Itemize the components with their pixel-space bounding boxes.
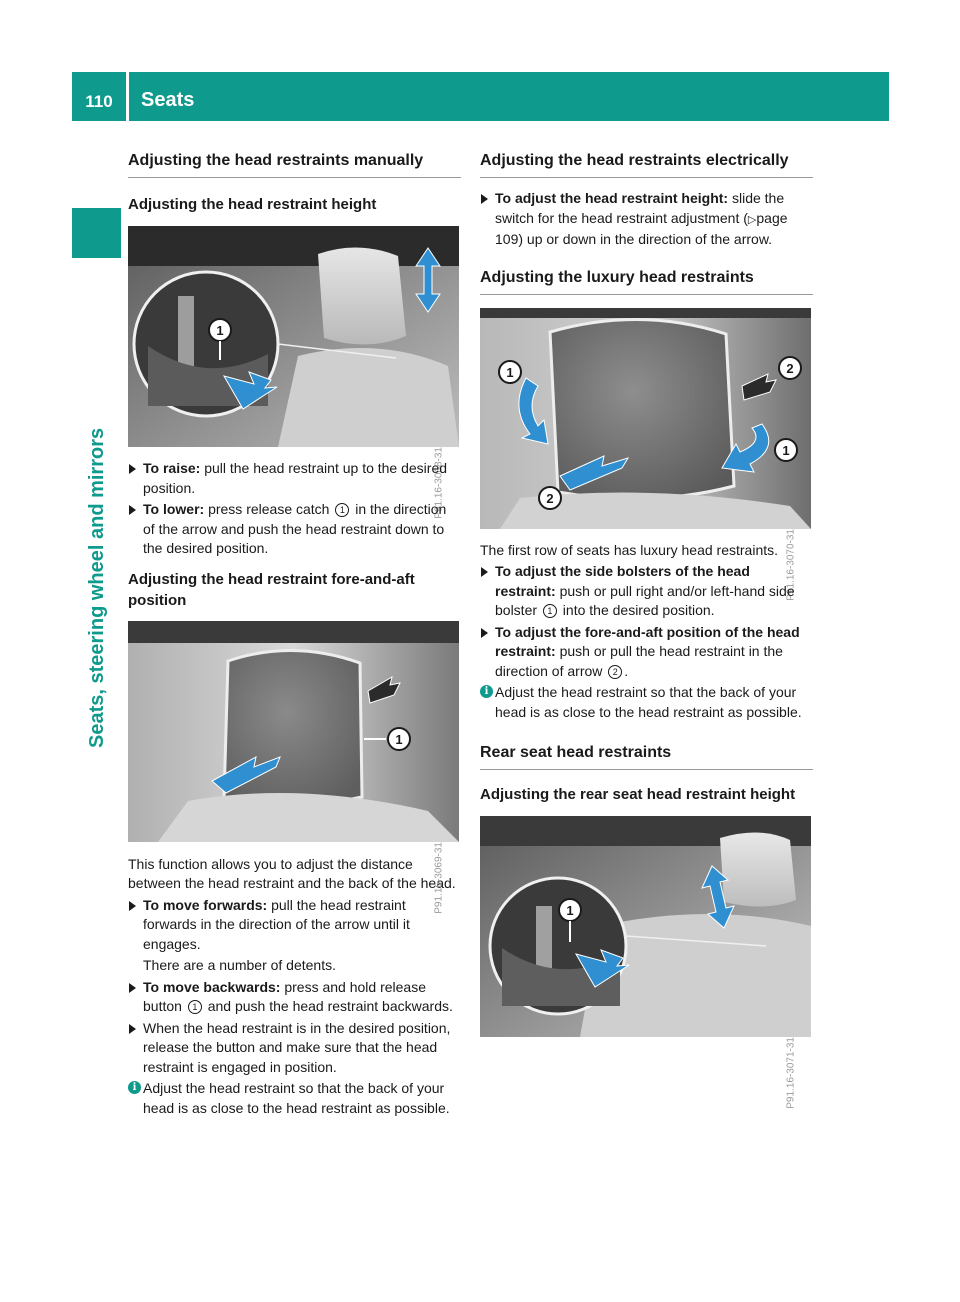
figure-code: P91.16-3070-31 (786, 528, 797, 601)
callout-1: 1 (782, 442, 790, 458)
marker-1: 1 (543, 604, 557, 618)
luxury-intro: The first row of seats has luxury head restraints. (480, 541, 779, 558)
step-forwards: To move forwards: pull the head restraint forwards in the direction of the arrow until it engages. (128, 896, 461, 955)
page-number: 110 (85, 92, 113, 111)
marker-1: 1 (335, 503, 349, 517)
step-release: When the head restraint is in the desired position, release the button and make sure that the head restraint is engaged in position. (128, 1019, 461, 1078)
step-arrow-icon (481, 628, 488, 638)
step-backwards: To move backwards: press and hold release button 1 and push the head restraint backwards. (128, 978, 461, 1017)
step-arrow-icon (129, 983, 136, 993)
step-arrow-icon (129, 505, 136, 515)
side-chapter-label: Seats, steering wheel and mirrors (86, 427, 108, 748)
heading-electric: Adjusting the head restraints electrically (480, 150, 813, 178)
info-icon: i (128, 1081, 141, 1094)
header-title: Seats (141, 89, 195, 111)
header-divider (126, 72, 129, 121)
figure-code: P91.16-3068-31 (434, 447, 445, 519)
step-arrow-icon (129, 1024, 136, 1034)
callout-1: 1 (216, 323, 224, 338)
callout-2: 2 (546, 490, 554, 506)
marker-1: 1 (188, 1000, 202, 1014)
heading-height: Adjusting the head restraint height (128, 196, 377, 213)
marker-2: 2 (608, 665, 622, 679)
step-raise: To raise: pull the head restraint up to the desired position. (128, 459, 461, 498)
side-tab (72, 208, 121, 258)
heading-rear: Rear seat head restraints (480, 742, 813, 770)
callout-1: 1 (506, 364, 514, 380)
heading-luxury: Adjusting the luxury head restraints (480, 267, 813, 295)
figure-code: P91.16-3071-31 (786, 1037, 797, 1109)
foreaft-intro: This function allows you to adjust the distance between the head restraint and the back of the head. (128, 855, 456, 891)
step-arrow-icon (481, 567, 488, 577)
step-foreaft-luxury: To adjust the fore-and-aft position of the head restraint: push or pull the head restraint in the direction of arrow 2 . (480, 623, 813, 682)
right-column (480, 150, 813, 1109)
page-ref-icon: ▷ (747, 213, 757, 226)
step-arrow-icon (129, 901, 136, 911)
step-bolsters: To adjust the side bolsters of the head restraint: push or pull right and/or left-hand side bolster 1 into the desired position. (480, 562, 813, 621)
figure-rear-head-restraint (480, 816, 811, 1109)
header-bar (72, 72, 889, 121)
page-reference-link[interactable]: page 109 (495, 209, 788, 247)
step-arrow-icon (481, 194, 488, 204)
callout-1: 1 (395, 731, 403, 747)
info-note: i Adjust the head restraint so that the back of your head is as close to the head restraint as possible. (128, 1079, 461, 1118)
heading-foreaft: Adjusting the head restraint fore-and-aft position (128, 570, 415, 609)
step-lower: To lower: press release catch 1 in the direction of the arrow and push the head restraint down to the desired position. (128, 500, 461, 559)
heading-manual: Adjusting the head restraints manually (128, 150, 461, 178)
info-icon: i (480, 685, 493, 698)
info-note: i Adjust the head restraint so that the back of your head is as close to the head restraint as possible. (480, 683, 813, 722)
heading-rear-height: Adjusting the rear seat head restraint height (480, 786, 796, 803)
step-electric: To adjust the head restraint height: slide the switch for the head restraint adjustment (▷page 109) up or down in the direction of the arrow. (480, 189, 813, 250)
callout-1: 1 (566, 903, 574, 918)
callout-2: 2 (786, 360, 794, 376)
step-arrow-icon (129, 464, 136, 474)
detents-text: There are a number of detents. (143, 957, 336, 973)
left-column (128, 150, 461, 1118)
figure-code: P91.16-3069-31 (434, 841, 445, 914)
